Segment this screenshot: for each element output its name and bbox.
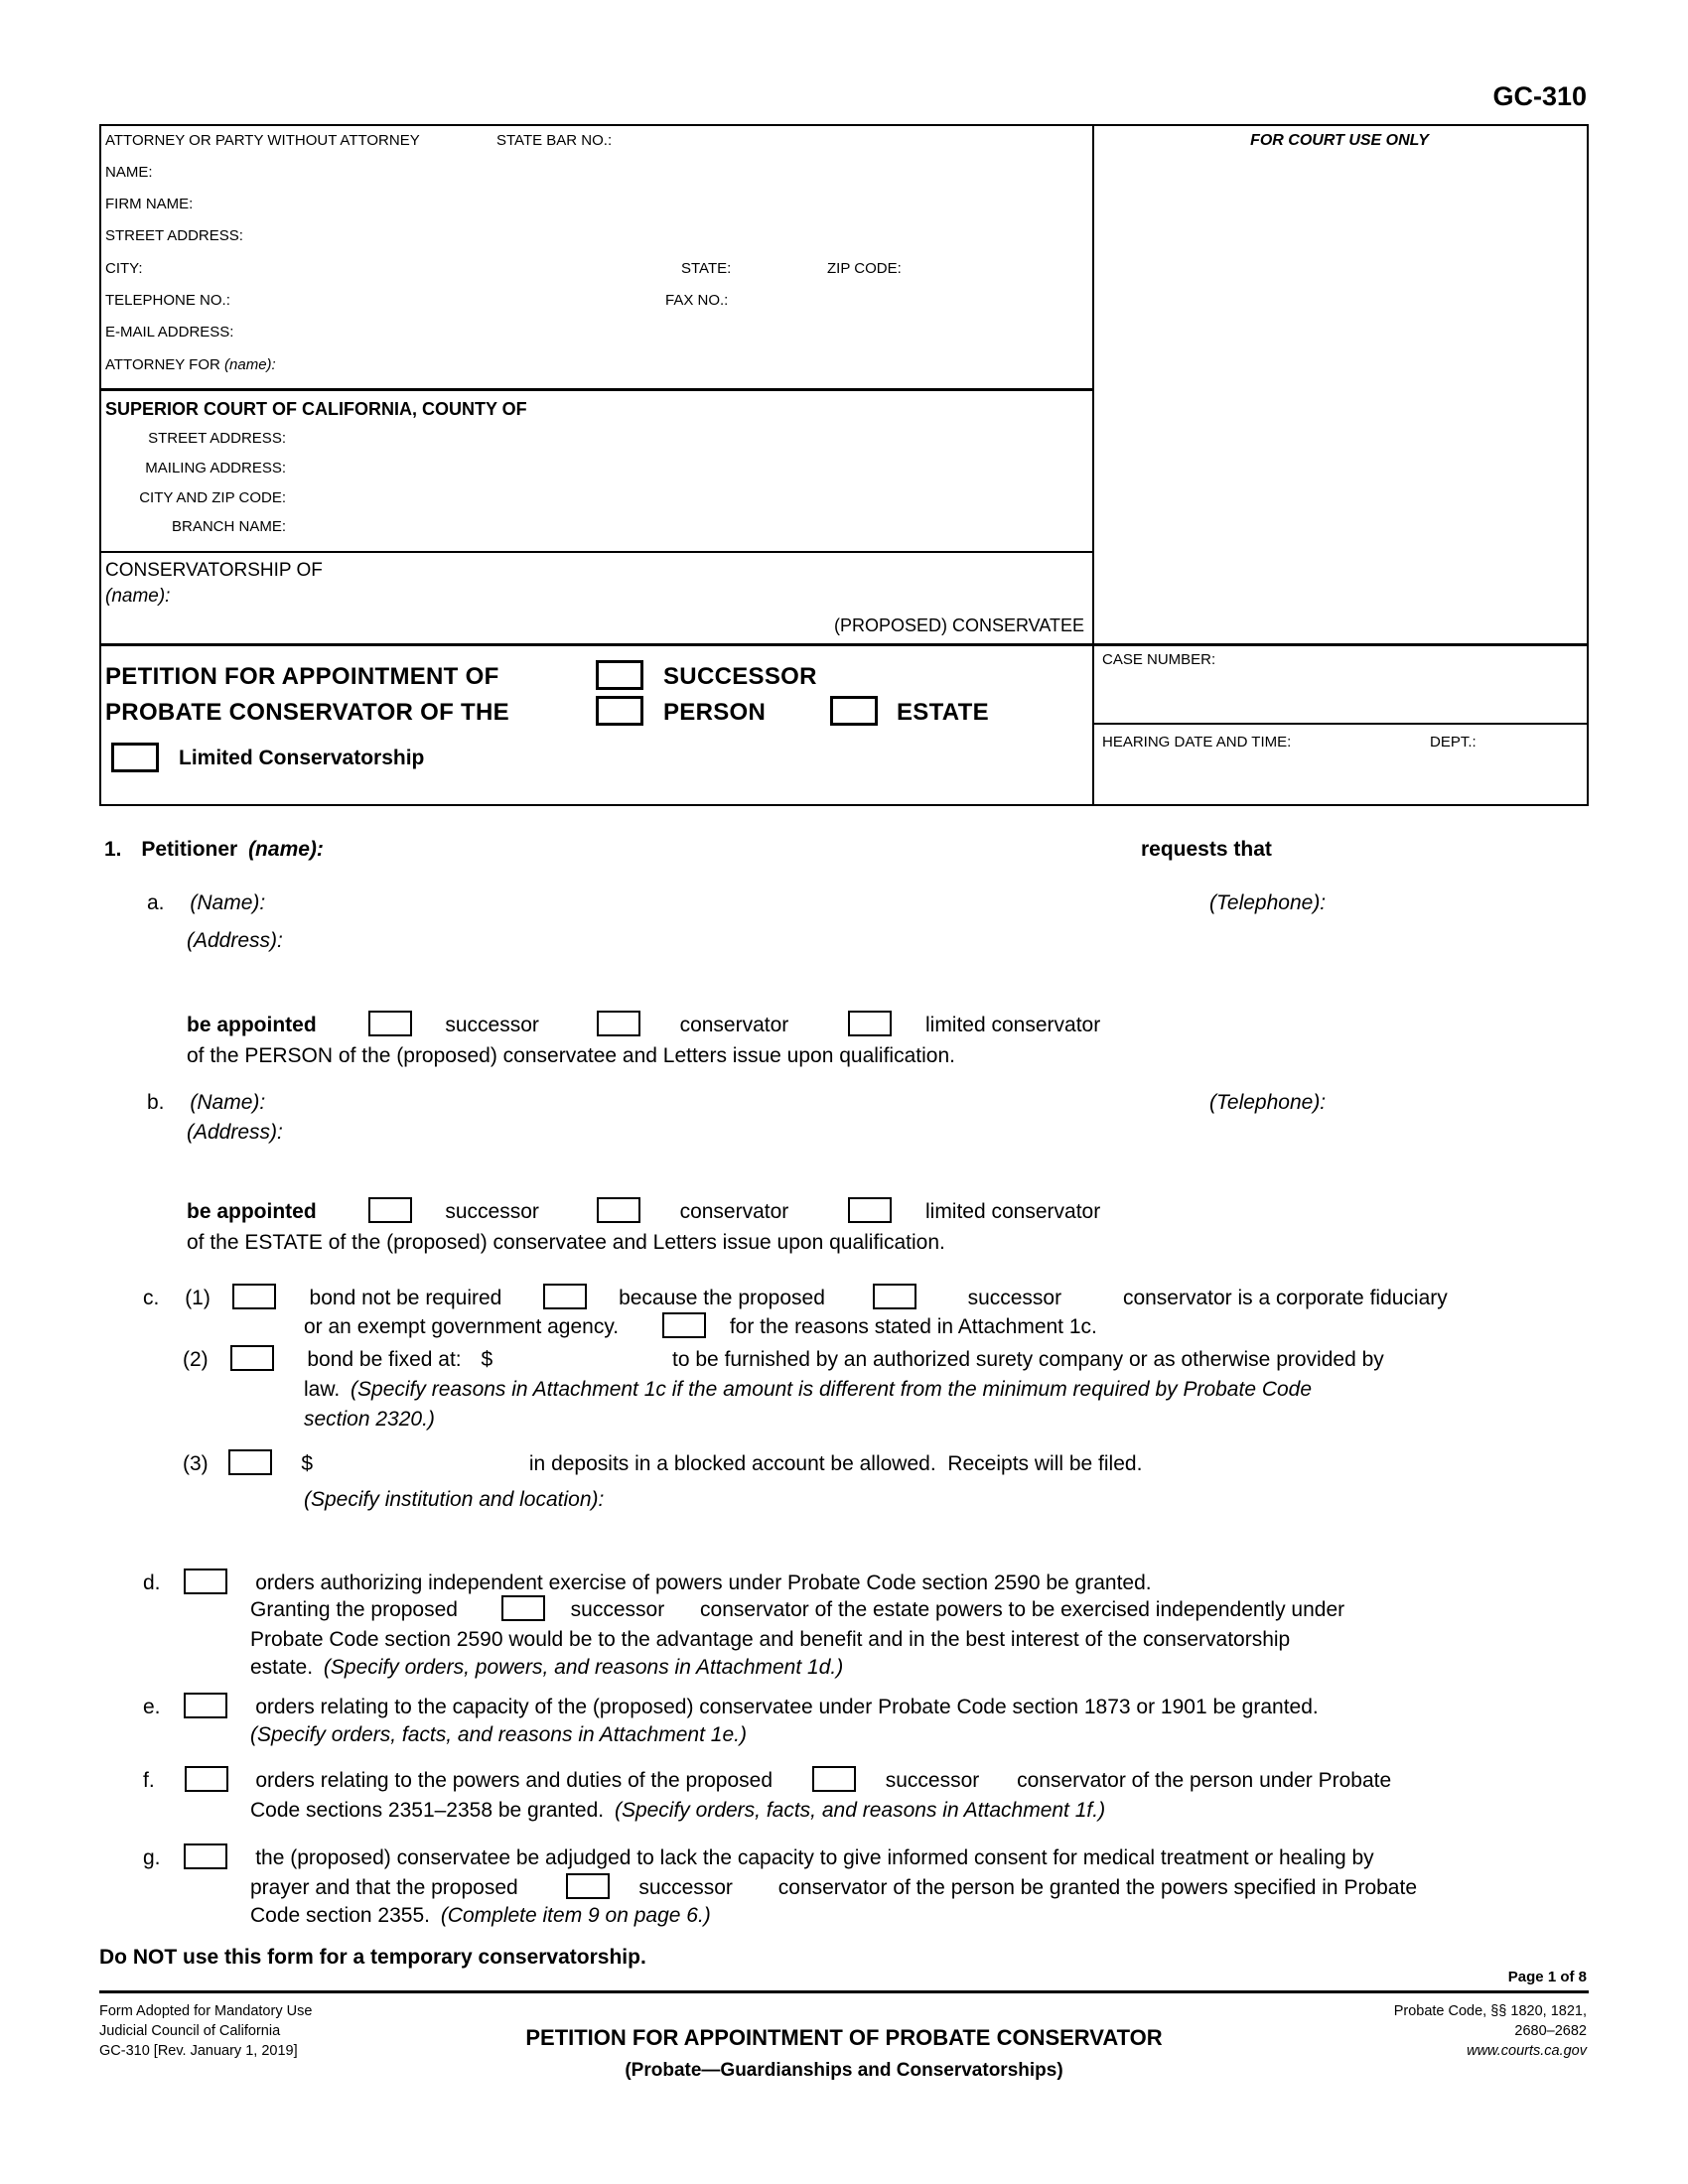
- item-1a-appointment-row: [187, 1011, 1100, 1040]
- item-number: 1.: [104, 838, 122, 861]
- telephone-field-label: (Telephone):: [1209, 891, 1327, 914]
- checkbox-limited-conservator-1a[interactable]: [848, 1011, 892, 1036]
- surety-company-text: to be furnished by an authorized surety company or as otherwise provided by: [672, 1348, 1384, 1371]
- powers-specified-text: conservator of the person be granted the powers specified in Probate: [777, 1876, 1417, 1899]
- limited-conservator-label: limited conservator: [924, 1014, 1101, 1036]
- name-field-label: (Name):: [190, 1091, 266, 1114]
- checkbox-because-proposed[interactable]: [543, 1284, 587, 1309]
- independent-powers-text: orders authorizing independent exercise of powers under Probate Code section 2590 be granted.: [255, 1571, 1152, 1594]
- divider: [1092, 723, 1589, 725]
- checkbox-informed-consent[interactable]: [184, 1843, 227, 1869]
- specify-institution-text: (Specify institution and location):: [304, 1488, 605, 1511]
- item-1c2-row2: [304, 1375, 1312, 1405]
- divider: [99, 551, 1094, 553]
- checkbox-successor-1g[interactable]: [566, 1873, 610, 1899]
- corporate-fiduciary-text: conservator is a corporate fiduciary: [1122, 1287, 1448, 1309]
- court-use-only-label: FOR COURT USE ONLY: [1250, 132, 1429, 149]
- item-1d-row2: [250, 1595, 1344, 1625]
- item-1g-row2: [250, 1873, 1417, 1903]
- law-text: law.: [304, 1378, 341, 1401]
- city-label: CITY:: [105, 260, 143, 277]
- item-1d-row3: Probate Code section 2590 would be to the advantage and benefit and in the best interest of the conservatorship: [250, 1628, 1291, 1651]
- superior-court-title: SUPERIOR COURT OF CALIFORNIA, COUNTY OF: [105, 399, 527, 419]
- footer-revision-text: GC-310 [Rev. January 1, 2019]: [99, 2043, 298, 2059]
- section-2320-text: section 2320.): [304, 1408, 435, 1431]
- be-appointed-label: be appointed: [187, 1200, 317, 1223]
- successor-label: successor: [445, 1014, 539, 1036]
- dollar-sign: $: [301, 1452, 314, 1475]
- item-letter: a.: [147, 891, 165, 914]
- state-label: STATE:: [681, 260, 732, 277]
- footer-rule: [99, 1990, 1589, 1993]
- dollar-sign: $: [481, 1348, 493, 1371]
- street-address-label: STREET ADDRESS:: [105, 227, 243, 244]
- sub-number: (1): [185, 1287, 211, 1309]
- conservator-label: conservator: [679, 1200, 789, 1223]
- bond-fixed-text: bond be fixed at:: [307, 1348, 462, 1371]
- estate-powers-text: conservator of the estate powers to be exercised independently under: [700, 1598, 1345, 1621]
- item-1b-tail: of the ESTATE of the (proposed) conservatee and Letters issue upon qualification.: [187, 1231, 945, 1254]
- because-proposed-text: because the proposed: [619, 1287, 825, 1309]
- item-1-heading: [104, 835, 324, 865]
- capacity-orders-text: orders relating to the capacity of the (proposed) conservatee under Probate Code section 1873 or 1901 be granted.: [255, 1696, 1319, 1718]
- bond-not-required-text: bond not be required: [309, 1287, 502, 1309]
- powers-duties-text: orders relating to the powers and duties of the proposed: [255, 1769, 774, 1792]
- item-1a-tail: of the PERSON of the (proposed) conservatee and Letters issue upon qualification.: [187, 1044, 955, 1067]
- item-1e-row2: (Specify orders, facts, and reasons in Attachment 1e.): [250, 1723, 747, 1746]
- successor-label: successor: [967, 1287, 1062, 1309]
- successor-label: successor: [638, 1876, 733, 1899]
- requests-that-label: requests that: [1141, 838, 1272, 861]
- court-street-label: STREET ADDRESS:: [148, 430, 286, 447]
- divider: [99, 643, 1589, 646]
- address-field-label: (Address):: [187, 1121, 283, 1144]
- address-field-label: (Address):: [187, 929, 283, 952]
- email-label: E-MAIL ADDRESS:: [105, 324, 234, 341]
- checkbox-capacity-orders[interactable]: [184, 1693, 227, 1718]
- specify-orders-text: (Specify orders, powers, and reasons in Attachment 1d.): [323, 1656, 844, 1679]
- blocked-account-text: in deposits in a blocked account be allowed. Receipts will be filed.: [528, 1452, 1143, 1475]
- court-city-zip-label: CITY AND ZIP CODE:: [139, 489, 286, 506]
- limited-conservatorship-label: Limited Conservatorship: [179, 747, 425, 769]
- item-1b-appointment-row: [187, 1197, 1100, 1227]
- estate-label: ESTATE: [897, 699, 989, 726]
- checkbox-blocked-account[interactable]: [228, 1449, 272, 1475]
- item-letter: d.: [143, 1571, 161, 1594]
- zip-code-label: ZIP CODE:: [827, 260, 902, 277]
- item-letter: g.: [143, 1846, 161, 1869]
- prayer-proposed-text: prayer and that the proposed: [250, 1876, 518, 1899]
- checkbox-bond-not-required[interactable]: [232, 1284, 276, 1309]
- page-number: Page 1 of 8: [1507, 1969, 1587, 1985]
- conservatee-name-label: (name):: [105, 586, 171, 607]
- item-letter: c.: [143, 1287, 160, 1309]
- proposed-conservatee-label: (PROPOSED) CONSERVATEE: [833, 615, 1084, 635]
- petitioner-name-label: (name):: [248, 838, 324, 861]
- attorney-for-label: [105, 356, 276, 374]
- state-bar-label: STATE BAR NO.:: [496, 132, 613, 149]
- petitioner-label: Petitioner: [141, 838, 238, 861]
- successor-label: successor: [885, 1769, 980, 1792]
- person-probate-text: conservator of the person under Probate: [1017, 1769, 1392, 1792]
- code-section-2355-text: Code section 2355.: [250, 1904, 430, 1927]
- specify-orders-facts-text: (Specify orders, facts, and reasons in Attachment 1f.): [614, 1799, 1106, 1822]
- attorney-caption: ATTORNEY OR PARTY WITHOUT ATTORNEY: [105, 132, 420, 149]
- fax-label: FAX NO.:: [665, 292, 729, 309]
- item-1d-row4: [250, 1653, 843, 1683]
- checkbox-estate[interactable]: [830, 696, 878, 726]
- footer-form-title: PETITION FOR APPOINTMENT OF PROBATE CONSERVATOR: [525, 2025, 1163, 2050]
- checkbox-successor-1b[interactable]: [368, 1197, 412, 1223]
- petition-title-line1: PETITION FOR APPOINTMENT OF: [105, 663, 499, 690]
- footer-adopted-text: Form Adopted for Mandatory Use: [99, 2003, 313, 2019]
- checkbox-conservator-1a[interactable]: [597, 1011, 640, 1036]
- item-1g-row3: [250, 1901, 711, 1931]
- court-mailing-label: MAILING ADDRESS:: [145, 460, 286, 477]
- checkbox-successor-title[interactable]: [596, 660, 643, 690]
- complete-item-9-text: (Complete item 9 on page 6.): [440, 1904, 711, 1927]
- reasons-attachment-text: for the reasons stated in Attachment 1c.: [729, 1315, 1097, 1338]
- item-1g-row: [143, 1843, 1374, 1873]
- item-1c1-row: [143, 1284, 1448, 1313]
- estate-text: estate.: [250, 1656, 314, 1679]
- dept-label: DEPT.:: [1430, 734, 1477, 751]
- footer-council-text: Judicial Council of California: [99, 2023, 281, 2039]
- item-letter: e.: [143, 1696, 161, 1718]
- footer-right-block: [1394, 2001, 1587, 2061]
- checkbox-limited-conservator-1b[interactable]: [848, 1197, 892, 1223]
- sub-number: (2): [183, 1348, 209, 1371]
- sub-number: (3): [183, 1452, 209, 1475]
- telephone-field-label: (Telephone):: [1209, 1091, 1327, 1114]
- checkbox-independent-powers[interactable]: [184, 1569, 227, 1594]
- divider: [1092, 124, 1094, 806]
- item-1c1-row2: [304, 1312, 1097, 1342]
- hearing-date-label: HEARING DATE AND TIME:: [1102, 734, 1292, 751]
- checkbox-conservator-1b[interactable]: [597, 1197, 640, 1223]
- item-1a-name-row: [147, 888, 265, 918]
- firm-name-label: FIRM NAME:: [105, 196, 194, 212]
- footer-code-range-text: 2680–2682: [1514, 2023, 1587, 2039]
- name-label: NAME:: [105, 164, 153, 181]
- item-1c3-row: [183, 1449, 1142, 1479]
- attorney-for-name: (name):: [224, 356, 276, 373]
- code-sections-text: Code sections 2351–2358 be granted.: [250, 1799, 605, 1822]
- checkbox-successor-1f[interactable]: [812, 1766, 856, 1792]
- item-1e-row: [143, 1693, 1319, 1722]
- item-letter: b.: [147, 1091, 165, 1114]
- checkbox-person[interactable]: [596, 696, 643, 726]
- court-branch-label: BRANCH NAME:: [171, 518, 286, 535]
- telephone-label: TELEPHONE NO.:: [105, 292, 230, 309]
- footer-courts-url[interactable]: www.courts.ca.gov: [1467, 2043, 1587, 2059]
- attorney-for-text: ATTORNEY FOR: [105, 356, 220, 373]
- footer-probate-code-text: Probate Code, §§ 1820, 1821,: [1393, 2003, 1587, 2019]
- petition-title-line2: PROBATE CONSERVATOR OF THE: [105, 699, 509, 726]
- item-1f-row: [143, 1766, 1391, 1796]
- conservatorship-of-label: CONSERVATORSHIP OF: [105, 560, 323, 581]
- person-label: PERSON: [663, 699, 767, 726]
- conservator-label: conservator: [679, 1014, 789, 1036]
- name-field-label: (Name):: [190, 891, 266, 914]
- checkbox-reasons-attachment-1c[interactable]: [662, 1312, 706, 1338]
- case-number-label: CASE NUMBER:: [1102, 651, 1216, 668]
- temporary-conservatorship-warning: Do NOT use this form for a temporary conservatorship.: [99, 1946, 646, 1969]
- item-1c2-row: [183, 1345, 1384, 1375]
- checkbox-bond-fixed[interactable]: [230, 1345, 274, 1371]
- checkbox-limited-conservatorship[interactable]: [111, 743, 159, 772]
- footer-form-subtitle: (Probate—Guardianships and Conservatorships): [625, 2060, 1063, 2081]
- successor-label: successor: [570, 1598, 665, 1621]
- successor-title-label: SUCCESSOR: [663, 663, 817, 690]
- specify-reasons-text: (Specify reasons in Attachment 1c if the amount is different from the minimum required by Probate Code: [351, 1378, 1313, 1401]
- form-code: GC-310: [1492, 81, 1587, 111]
- item-1d-row: [143, 1569, 1152, 1598]
- limited-conservator-label: limited conservator: [924, 1200, 1101, 1223]
- divider: [99, 388, 1094, 391]
- checkbox-successor-1a[interactable]: [368, 1011, 412, 1036]
- be-appointed-label: be appointed: [187, 1014, 317, 1036]
- exempt-agency-text: or an exempt government agency.: [304, 1315, 620, 1338]
- granting-proposed-text: Granting the proposed: [250, 1598, 458, 1621]
- checkbox-successor-1d[interactable]: [501, 1595, 545, 1621]
- checkbox-successor-1c1[interactable]: [873, 1284, 916, 1309]
- checkbox-powers-duties[interactable]: [185, 1766, 228, 1792]
- item-letter: f.: [143, 1769, 155, 1792]
- item-1b-name-row: [147, 1088, 265, 1118]
- successor-label: successor: [445, 1200, 539, 1223]
- item-1f-row2: [250, 1796, 1105, 1826]
- informed-consent-text: the (proposed) conservatee be adjudged to lack the capacity to give informed consent for medical treatment or healing by: [255, 1846, 1374, 1869]
